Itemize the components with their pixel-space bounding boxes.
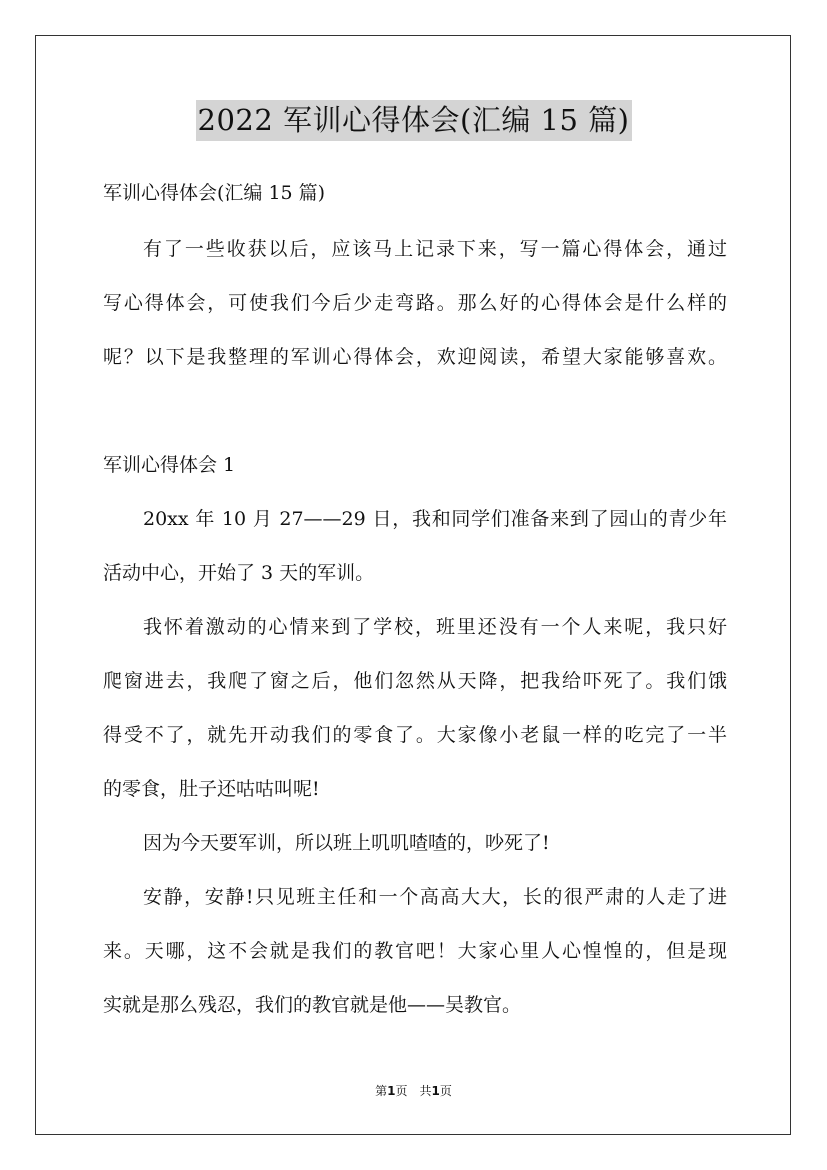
document-title: 2022 军训心得体会(汇编 15 篇) — [196, 100, 632, 141]
section-heading: 军训心得体会 1 — [103, 454, 236, 476]
paragraph-4-line-3: 实就是那么残忍，我们的教官就是他——吴教官。 — [103, 994, 522, 1016]
paragraph-3-line-1: 因为今天要军训，所以班上叽叽喳喳的，吵死了! — [143, 832, 550, 854]
page-footer — [0, 1083, 827, 1099]
footer-total-pages: 1 — [431, 1084, 440, 1098]
footer-page-prefix: 第 — [375, 1084, 388, 1098]
paragraph-2-line-4: 的零食，肚子还咕咕叫呢! — [103, 778, 320, 800]
footer-page-number: 1 — [387, 1084, 396, 1098]
paragraph-4-line-2: 来。天哪，这不会就是我们的教官吧！大家心里人心惶惶的，但是现 — [103, 940, 727, 962]
title-container — [0, 100, 827, 141]
paragraph-1-line-2: 活动中心，开始了 3 天的军训。 — [103, 562, 375, 584]
intro-line-1: 有了一些收获以后，应该马上记录下来，写一篇心得体会，通过 — [143, 238, 727, 260]
paragraph-2-line-3: 得受不了，就先开动我们的零食了。大家像小老鼠一样的吃完了一半 — [103, 724, 727, 746]
subtitle: 军训心得体会(汇编 15 篇) — [103, 182, 326, 204]
paragraph-2-line-1: 我怀着激动的心情来到了学校，班里还没有一个人来呢，我只好 — [143, 616, 727, 638]
footer-page-mid: 页 共 — [395, 1084, 432, 1098]
paragraph-4-line-1: 安静，安静!只见班主任和一个高高大大，长的很严肃的人走了进 — [143, 886, 727, 908]
intro-line-3: 呢？以下是我整理的军训心得体会，欢迎阅读，希望大家能够喜欢。 — [103, 346, 727, 368]
paragraph-1-line-1: 20xx 年 10 月 27——29 日，我和同学们准备来到了园山的青少年 — [143, 508, 727, 530]
footer-page-suffix: 页 — [439, 1084, 452, 1098]
intro-line-2: 写心得体会，可使我们今后少走弯路。那么好的心得体会是什么样的 — [103, 292, 727, 314]
paragraph-2-line-2: 爬窗进去，我爬了窗之后，他们忽然从天降，把我给吓死了。我们饿 — [103, 670, 727, 692]
